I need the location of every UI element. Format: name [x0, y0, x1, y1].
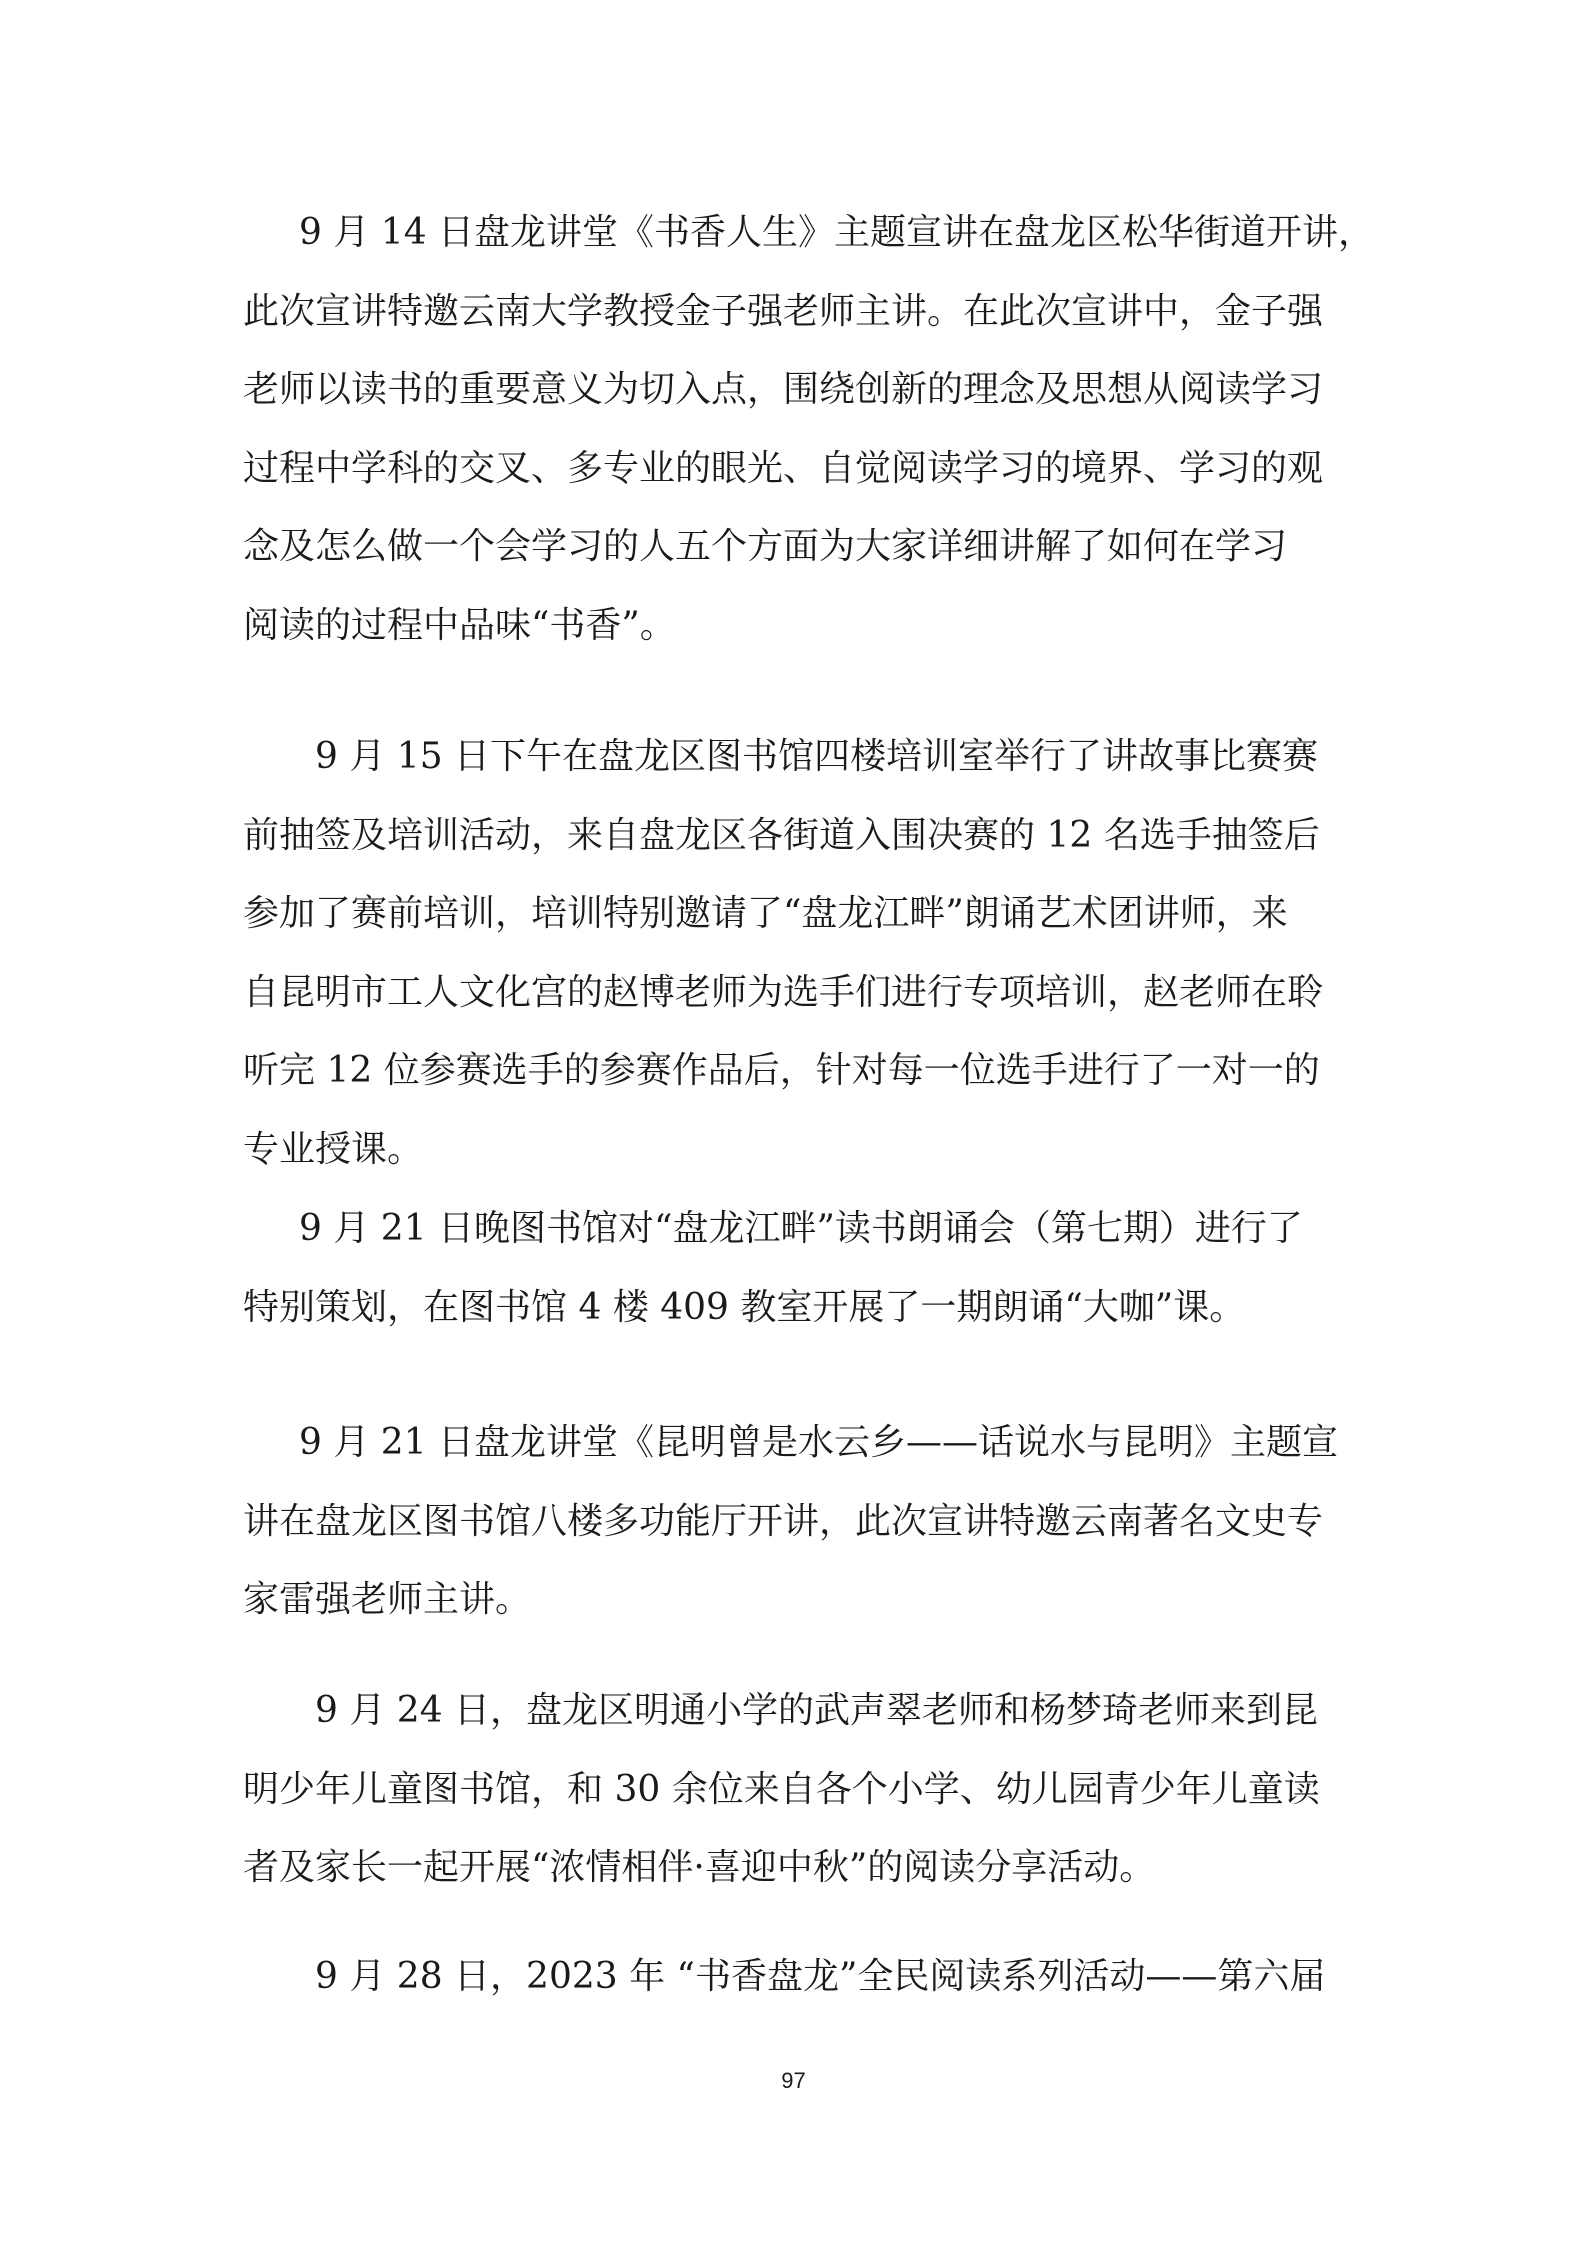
- paragraph-kunming-water-lecture: [243, 1404, 1353, 1640]
- paragraph-mid-autumn-reading: [243, 1672, 1353, 1908]
- text-line: 9 月 24 日，盘龙区明通小学的武声翠老师和杨梦琦老师来到昆: [315, 1690, 1319, 1731]
- text-line: 讲在盘龙区图书馆八楼多功能厅开讲，此次宣讲特邀云南著名文史专: [243, 1500, 1324, 1542]
- text-line: 特别策划，在图书馆 4 楼 409 教室开展了一期朗诵“大咖”课。: [243, 1286, 1246, 1328]
- text-line: 9 月 21 日盘龙讲堂《昆明曾是水云乡——话说水与昆明》主题宣: [299, 1422, 1339, 1463]
- text-line: 专业授课。: [243, 1128, 424, 1170]
- paragraph-storytelling-training: [243, 718, 1353, 1189]
- text-line: 者及家长一起开展“浓情相伴·喜迎中秋”的阅读分享活动。: [243, 1847, 1156, 1888]
- text-line: 家雷强老师主讲。: [243, 1579, 532, 1620]
- text-line: 此次宣讲特邀云南大学教授金子强老师主讲。在此次宣讲中，金子强: [243, 290, 1324, 332]
- text-line: 自昆明市工人文化宫的赵博老师为选手们进行专项培训，赵老师在聆: [243, 971, 1324, 1013]
- text-line: 老师以读书的重要意义为切入点，围绕创新的理念及思想从阅读学习: [243, 369, 1324, 410]
- text-line: 听完 12 位参赛选手的参赛作品后，针对每一位选手进行了一对一的: [243, 1050, 1320, 1091]
- text-line: 9 月 28 日，2023 年 “书香盘龙”全民阅读系列活动——第六届: [315, 1956, 1326, 1997]
- paragraph-national-reading-series: [243, 1938, 1353, 2017]
- text-line: 参加了赛前培训，培训特别邀请了“盘龙江畔”朗诵艺术团讲师，来: [243, 893, 1288, 934]
- text-line: 前抽签及培训活动，来自盘龙区各街道入围决赛的 12 名选手抽签后: [243, 814, 1320, 856]
- paragraph-panlong-lecture-shuxiang: [243, 194, 1375, 665]
- paragraph-recitation-session: [243, 1190, 1353, 1347]
- text-line: 阅读的过程中品味“书香”。: [243, 604, 676, 646]
- page-number: 97: [781, 2068, 806, 2093]
- text-line: 明少年儿童图书馆，和 30 余位来自各个小学、幼儿园青少年儿童读: [243, 1768, 1320, 1810]
- text-line: 9 月 21 日晚图书馆对“盘龙江畔”读书朗诵会（第七期）进行了: [299, 1208, 1303, 1249]
- text-line: 9 月 15 日下午在盘龙区图书馆四楼培训室举行了讲故事比赛赛: [315, 736, 1319, 777]
- text-line: 念及怎么做一个会学习的人五个方面为大家详细讲解了如何在学习: [243, 526, 1288, 567]
- text-line: 过程中学科的交叉、多专业的眼光、自觉阅读学习的境界、学习的观: [243, 447, 1324, 489]
- text-line: 9 月 14 日盘龙讲堂《书香人生》主题宣讲在盘龙区松华街道开讲，: [299, 212, 1375, 253]
